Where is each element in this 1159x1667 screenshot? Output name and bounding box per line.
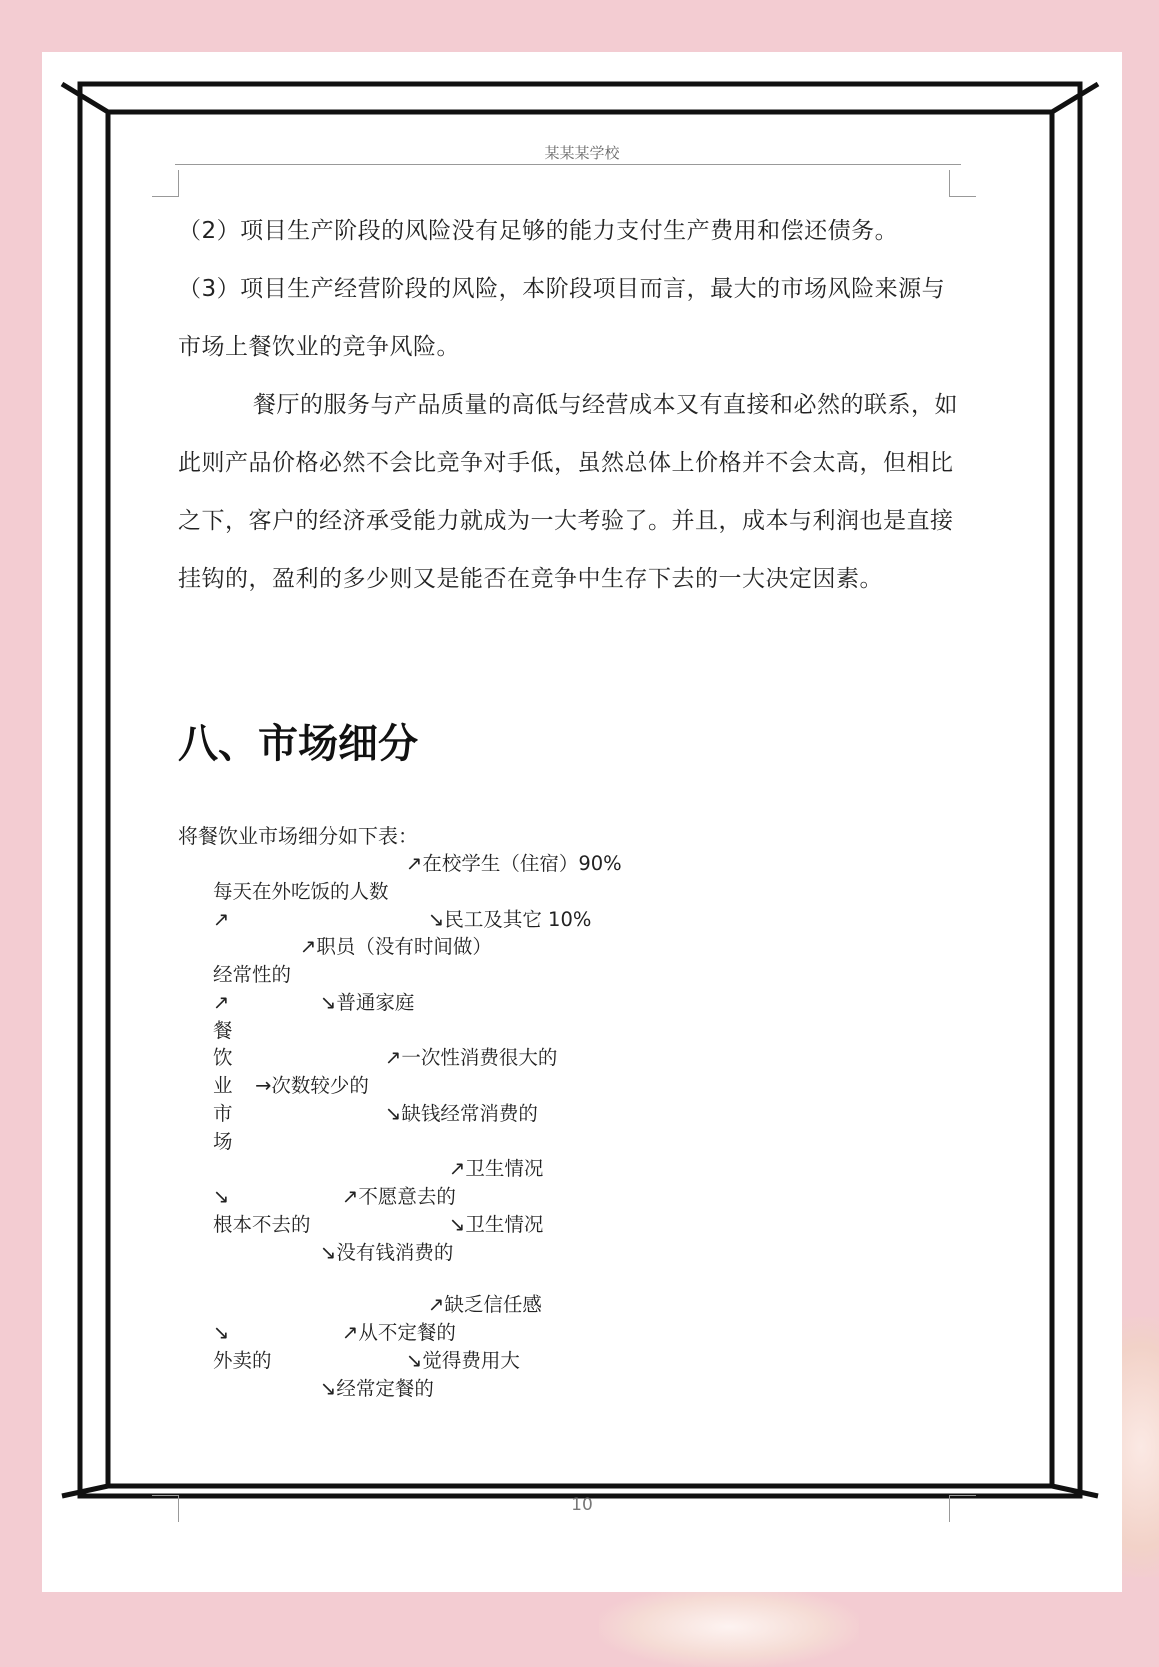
- tree-arrow: ↗: [213, 991, 230, 1014]
- tree-node-less-often: →次数较少的: [255, 1074, 369, 1097]
- tree-node-no-money: ↘没有钱消费的: [320, 1241, 454, 1264]
- tree-arrow: ↘: [213, 1185, 230, 1208]
- crop-mark-top-right: [949, 170, 976, 197]
- tree-node-never-go: 根本不去的: [213, 1213, 311, 1236]
- tree-node-unwilling: ↗不愿意去的: [342, 1185, 456, 1208]
- tree-node-family: ↘普通家庭: [320, 991, 415, 1014]
- tree-root-char: 场: [213, 1130, 233, 1153]
- section-intro: 将餐饮业市场细分如下表：: [178, 824, 418, 848]
- tree-arrow: ↗: [213, 908, 230, 931]
- tree-node-no-money-regular: ↘缺钱经常消费的: [385, 1102, 538, 1125]
- tree-arrow: ↘: [213, 1321, 230, 1344]
- tree-node-regular: 经常性的: [213, 963, 292, 986]
- body-text: [178, 202, 958, 608]
- document-page: [42, 52, 1122, 1592]
- tree-node-too-expensive: ↘觉得费用大: [406, 1349, 520, 1372]
- tree-node-takeout: 外卖的: [213, 1349, 272, 1372]
- tree-root-char: 市: [213, 1102, 233, 1125]
- tree-node-hygiene-1: ↗卫生情况: [449, 1157, 544, 1180]
- tree-node-big-spend: ↗一次性消费很大的: [385, 1046, 558, 1069]
- paragraph-risk-2: （2）项目生产阶段的风险没有足够的能力支付生产费用和偿还债务。: [178, 218, 899, 244]
- paragraph-risk-3: （3）项目生产经营阶段的风险，本阶段项目而言，最大的市场风险来源与市场上餐饮业的竞争风险。: [178, 276, 946, 360]
- tree-node-workers: ↘民工及其它 10%: [428, 908, 592, 931]
- tree-root-char: 业: [213, 1074, 233, 1097]
- blossom-decoration-bottom: [599, 1587, 859, 1667]
- tree-node-hygiene-2: ↘卫生情况: [449, 1213, 544, 1236]
- header-rule: [175, 164, 961, 165]
- header-school-name: 某某某学校: [544, 144, 620, 162]
- tree-root-char: 餐: [213, 1019, 233, 1042]
- paragraph-service-cost: 餐厅的服务与产品质量的高低与经营成本又有直接和必然的联系，如此则产品价格必然不会比竞争对手低，虽然总体上价格并不会太高，但相比之下，客户的经济承受能力就成为一大考验了。并且，成本与利润也是直接挂钩的，盈利的多少则又是能否在竞争中生存下去的一大决定因素。: [178, 392, 958, 592]
- section-heading: 八、市场细分: [178, 721, 418, 767]
- crop-mark-top-left: [152, 170, 179, 197]
- tree-node-often-order: ↘经常定餐的: [320, 1377, 434, 1400]
- tree-node-no-trust: ↗缺乏信任感: [428, 1293, 542, 1316]
- page-number: 10: [571, 1495, 593, 1515]
- tree-node-students: ↗在校学生（住宿）90%: [406, 852, 622, 875]
- tree-node-never-order: ↗从不定餐的: [342, 1321, 456, 1344]
- tree-node-staff: ↗职员（没有时间做）: [300, 935, 492, 958]
- tree-root-char: 饮: [213, 1046, 233, 1069]
- tree-node-eat-out: 每天在外吃饭的人数: [213, 880, 389, 903]
